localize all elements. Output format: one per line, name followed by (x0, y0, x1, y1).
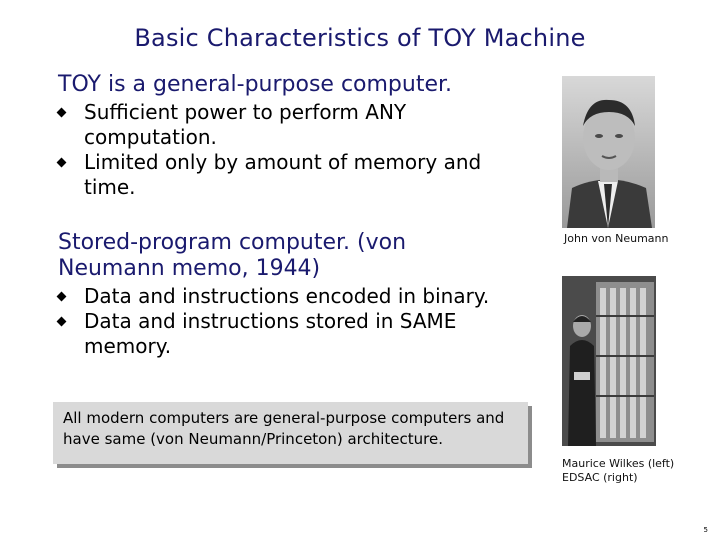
section2-bullet-list (56, 284, 536, 359)
slide-title: Basic Characteristics of TOY Machine (134, 24, 586, 52)
edsac-illustration (562, 276, 656, 446)
section2-heading: Stored-program computer. (von Neumann memo, 1944) (58, 230, 407, 281)
bullet-text: Data and instructions stored in SAME memory. (84, 309, 457, 358)
bullet-item (56, 309, 536, 359)
bullet-item (56, 100, 526, 150)
photo2-caption-line1: Maurice Wilkes (left) (562, 457, 675, 470)
diamond-bullet-icon (57, 158, 67, 168)
von-neumann-photo (562, 76, 655, 228)
section1-bullet-list (56, 100, 526, 200)
photo2-caption (562, 457, 692, 485)
bullet-item (56, 284, 536, 309)
diamond-bullet-icon (57, 292, 67, 302)
photo1-caption: John von Neumann (564, 232, 669, 245)
portrait-illustration (562, 76, 655, 228)
bullet-text: Data and instructions encoded in binary. (84, 284, 490, 308)
section1-heading: TOY is a general-purpose computer. (58, 72, 453, 97)
diamond-bullet-icon (57, 317, 67, 327)
edsac-photo (562, 276, 656, 446)
bullet-text: Limited only by amount of memory and time. (84, 150, 482, 199)
bullet-item (56, 150, 526, 200)
photo2-caption-line2: EDSAC (right) (562, 471, 638, 484)
bullet-text: Sufficient power to perform ANY computation. (84, 100, 407, 149)
diamond-bullet-icon (57, 108, 67, 118)
page-number: 5 (703, 526, 708, 534)
summary-note-box: All modern computers are general-purpose computers and have same (von Neumann/Princeton) architecture. (53, 402, 528, 464)
